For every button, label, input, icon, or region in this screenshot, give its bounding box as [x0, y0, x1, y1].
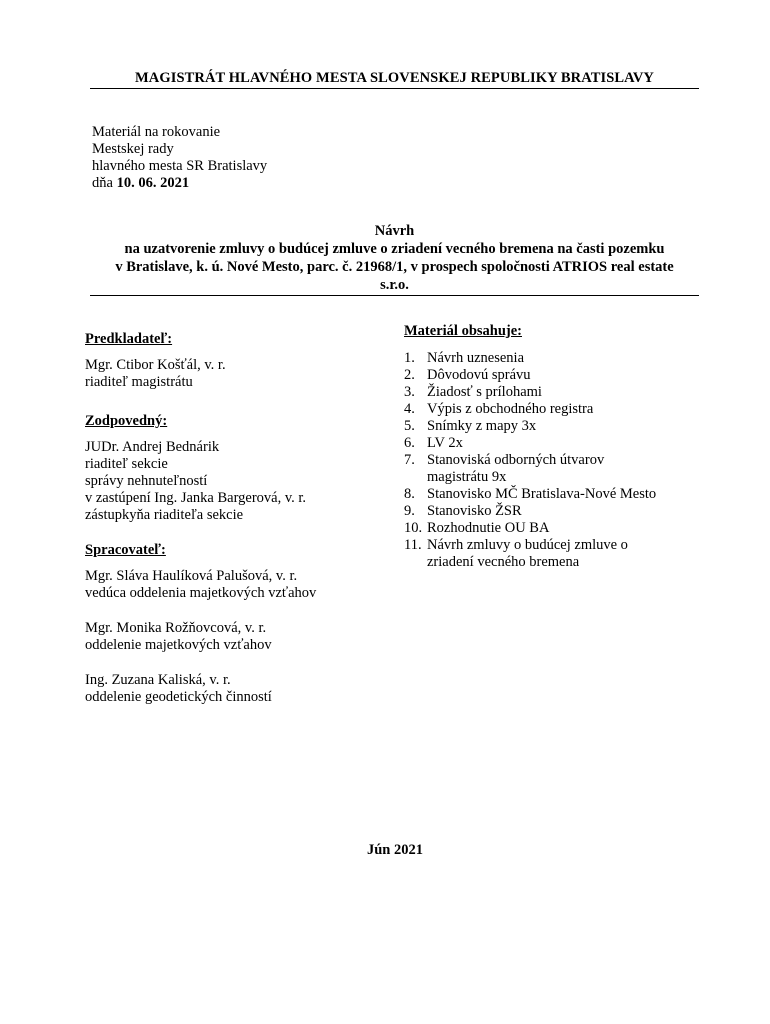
item-text: Dôvodovú správu [427, 367, 531, 383]
processors-heading: Spracovateľ: [85, 542, 166, 558]
materials-column [404, 323, 714, 571]
item-text-continuation: magistrátu 9x [427, 469, 507, 485]
item-number: 10. [404, 520, 423, 536]
item-number: 11. [404, 537, 422, 553]
processor-name: Mgr. Sláva Haulíková Palušová, v. r. [85, 568, 298, 584]
list-item [404, 452, 714, 486]
submitter-role: riaditeľ magistrátu [85, 374, 193, 390]
list-item [404, 401, 714, 418]
processor-block [85, 672, 385, 706]
responsible-role-2: správy nehnuteľností [85, 473, 208, 489]
meeting-date: 10. 06. 2021 [116, 175, 190, 191]
meeting-line-3: hlavného mesta SR Bratislavy [92, 158, 268, 174]
list-item [404, 384, 714, 401]
item-text: Návrh zmluvy o budúcej zmluve o [427, 537, 628, 553]
item-text: LV 2x [427, 435, 463, 451]
header-divider [90, 88, 699, 89]
item-number: 6. [404, 435, 415, 451]
item-text: Snímky z mapy 3x [427, 418, 537, 434]
meeting-info [92, 124, 267, 192]
item-text-multiline [427, 537, 714, 571]
item-text: Stanovisko MČ Bratislava-Nové Mesto [427, 486, 657, 502]
people-column [85, 331, 385, 706]
list-item [404, 503, 714, 520]
meeting-date-prefix: dňa [92, 175, 113, 191]
item-number: 5. [404, 418, 415, 434]
processor-block [85, 620, 385, 654]
proposal-line-2: v Bratislave, k. ú. Nové Mesto, parc. č. 21968/1, v prospech spoločnosti ATRIOS real estate [115, 259, 674, 275]
list-item [404, 367, 714, 384]
submitter-block [85, 357, 385, 391]
submitter-heading: Predkladateľ: [85, 331, 173, 347]
proposal-line-1: na uzatvorenie zmluvy o budúcej zmluve o zriadení vecného bremena na časti pozemku [124, 241, 665, 257]
document-date: Jún 2021 [366, 842, 423, 858]
proposal-divider [90, 295, 699, 296]
materials-heading: Materiál obsahuje: [404, 323, 522, 339]
list-item [404, 537, 714, 571]
processor-role: oddelenie majetkových vzťahov [85, 637, 272, 653]
item-number: 3. [404, 384, 415, 400]
item-text: Rozhodnutie OU BA [427, 520, 550, 536]
item-number: 4. [404, 401, 415, 417]
materials-list [404, 350, 714, 571]
item-text: Návrh uznesenia [427, 350, 525, 366]
item-number: 8. [404, 486, 415, 502]
item-text: Výpis z obchodného registra [427, 401, 594, 417]
responsible-proxy-role: zástupkyňa riaditeľa sekcie [85, 507, 244, 523]
list-item [404, 418, 714, 435]
responsible-role-1: riaditeľ sekcie [85, 456, 168, 472]
item-text-multiline [427, 452, 714, 486]
responsible-name: JUDr. Andrej Bednárik [85, 439, 220, 455]
proposal-line-3: s.r.o. [380, 277, 409, 293]
processor-role: vedúca oddelenia majetkových vzťahov [85, 585, 317, 601]
meeting-line-1: Materiál na rokovanie [92, 124, 221, 140]
item-text-continuation: zriadení vecného bremena [427, 554, 580, 570]
submitter-name: Mgr. Ctibor Košťál, v. r. [85, 357, 226, 373]
list-item [404, 520, 714, 537]
proposal-heading [90, 222, 699, 294]
item-text: Žiadosť s prílohami [427, 384, 542, 400]
responsible-heading: Zodpovedný: [85, 413, 168, 429]
meeting-date-line [92, 175, 267, 192]
responsible-proxy: v zastúpení Ing. Janka Bargerová, v. r. [85, 490, 307, 506]
institution-title: MAGISTRÁT HLAVNÉHO MESTA SLOVENSKEJ REPUBLIKY BRATISLAVY [135, 70, 654, 86]
item-number: 9. [404, 503, 415, 519]
processor-block [85, 568, 385, 602]
item-number: 1. [404, 350, 415, 366]
list-item [404, 435, 714, 452]
item-text: Stanoviská odborných útvarov [427, 452, 605, 468]
item-number: 2. [404, 367, 415, 383]
item-text: Stanovisko ŽSR [427, 503, 522, 519]
responsible-block [85, 439, 385, 524]
processor-name: Ing. Zuzana Kaliská, v. r. [85, 672, 231, 688]
processor-name: Mgr. Monika Rožňovcová, v. r. [85, 620, 267, 636]
processor-role: oddelenie geodetických činností [85, 689, 272, 705]
meeting-line-2: Mestskej rady [92, 141, 174, 157]
proposal-title: Návrh [374, 223, 415, 239]
list-item [404, 350, 714, 367]
list-item [404, 486, 714, 503]
item-number: 7. [404, 452, 415, 468]
